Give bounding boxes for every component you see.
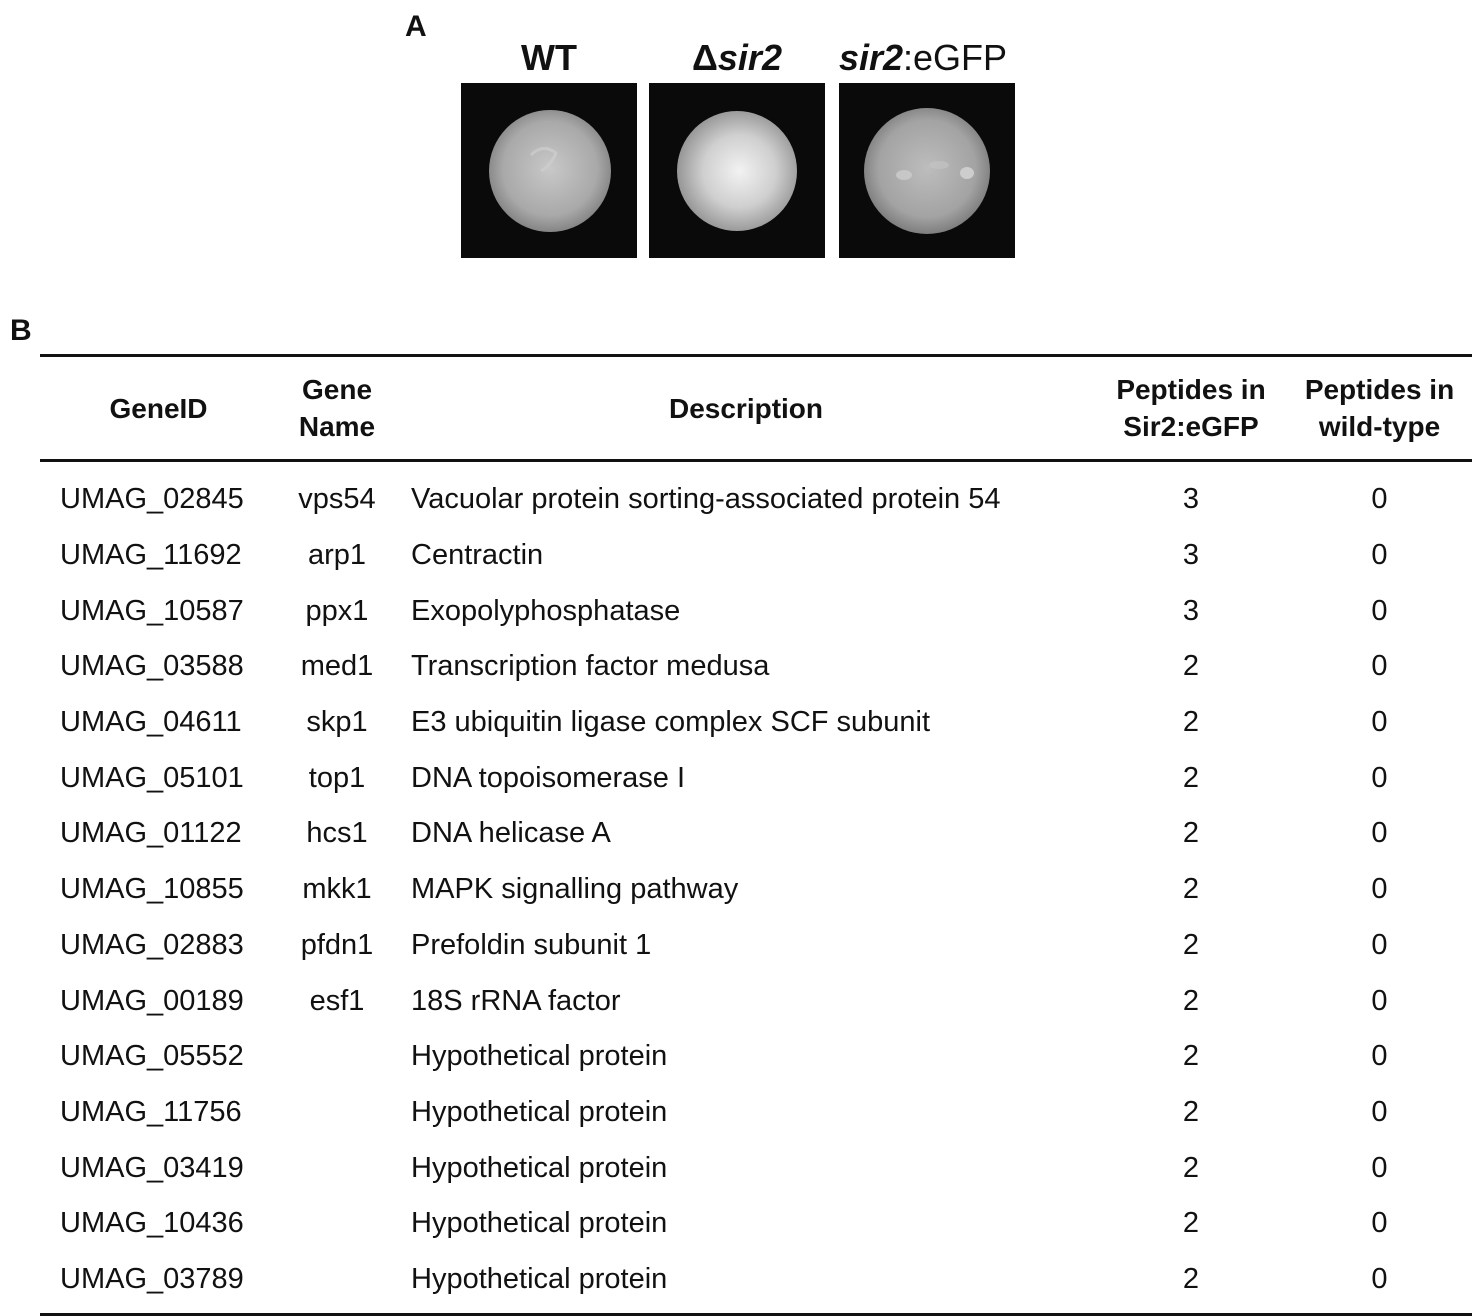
cell-peptides-wt: 0 [1371, 594, 1388, 627]
cell-gene-name: skp1 [306, 706, 368, 739]
cell-peptides-sir2: 3 [1182, 539, 1200, 572]
cell-gene-id: UMAG_01122 [60, 817, 242, 850]
cell-peptides-sir2: 2 [1182, 1262, 1200, 1295]
cell-peptides-wt: 0 [1371, 817, 1388, 850]
cell-gene-id: UMAG_04611 [60, 706, 242, 739]
cell-peptides-sir2: 2 [1182, 761, 1200, 794]
header-gene-name-line2: Name [298, 411, 376, 442]
table-row [40, 918, 1472, 974]
cell-gene-id: UMAG_10436 [60, 1207, 244, 1240]
peptide-table-container [40, 354, 1472, 1316]
cell-gene-id: UMAG_05101 [60, 761, 244, 794]
cell-peptides-sir2: 2 [1182, 650, 1200, 683]
header-peptides-wt [1287, 356, 1472, 461]
cell-description: MAPK signalling pathway [411, 873, 739, 906]
cell-description: Hypothetical protein [411, 1095, 668, 1128]
cell-description: Hypothetical protein [411, 1151, 668, 1184]
colony-image-sir2-egfp [839, 83, 1015, 258]
cell-gene-id: UMAG_03588 [60, 650, 244, 683]
table-row [40, 750, 1472, 806]
strain-dsir2-delta: Δ [692, 37, 718, 78]
table-row [40, 695, 1472, 751]
table-row [40, 1029, 1472, 1085]
cell-gene-id: UMAG_10855 [60, 873, 244, 906]
cell-peptides-wt: 0 [1371, 1095, 1388, 1128]
cell-peptides-wt: 0 [1371, 650, 1388, 683]
header-gene-name [277, 356, 397, 461]
cell-gene-name: pfdn1 [300, 928, 374, 961]
header-description: Description [668, 392, 824, 424]
cell-gene-id: UMAG_02845 [60, 483, 244, 516]
cell-gene-name: ppx1 [305, 594, 369, 627]
cell-description: 18S rRNA factor [411, 984, 621, 1017]
cell-peptides-sir2: 3 [1182, 594, 1200, 627]
cell-gene-name [277, 1140, 397, 1196]
cell-peptides-sir2: 2 [1182, 928, 1200, 961]
header-peptides-sir2 [1095, 356, 1287, 461]
table-row [40, 973, 1472, 1029]
table-row [40, 1140, 1472, 1196]
table-row [40, 862, 1472, 918]
header-gene-id: GeneID [109, 392, 208, 424]
cell-peptides-wt: 0 [1371, 1040, 1388, 1073]
cell-peptides-sir2: 2 [1182, 1207, 1200, 1240]
cell-gene-id: UMAG_05552 [60, 1040, 244, 1073]
strain-label-sir2-egfp [818, 38, 1028, 78]
cell-gene-id: UMAG_02883 [60, 928, 244, 961]
strain-gfp-gene: sir2 [838, 37, 904, 78]
cell-peptides-sir2: 2 [1182, 1095, 1200, 1128]
cell-gene-name: vps54 [298, 483, 376, 516]
cell-description: DNA helicase A [411, 817, 611, 850]
table-row [40, 806, 1472, 862]
strain-gfp-tag: :eGFP [903, 37, 1008, 78]
cell-description: Hypothetical protein [411, 1262, 668, 1295]
cell-gene-name [277, 1196, 397, 1252]
cell-gene-name [277, 1085, 397, 1141]
cell-description: E3 ubiquitin ligase complex SCF subunit [411, 706, 931, 739]
cell-description: Exopolyphosphatase [411, 594, 681, 627]
cell-peptides-wt: 0 [1371, 483, 1388, 516]
cell-peptides-wt: 0 [1371, 928, 1388, 961]
strain-label-wt [461, 38, 637, 78]
cell-gene-id: UMAG_11756 [60, 1095, 242, 1128]
table-row [40, 528, 1472, 584]
cell-gene-name: hcs1 [306, 817, 368, 850]
cell-peptides-sir2: 3 [1182, 483, 1200, 516]
strain-wt-text: WT [521, 37, 577, 78]
cell-gene-name: top1 [308, 761, 366, 794]
cell-description: Prefoldin subunit 1 [411, 928, 652, 961]
cell-gene-name: arp1 [307, 539, 367, 572]
header-wt-line1: Peptides in [1304, 374, 1455, 405]
header-sir2-line2: Sir2:eGFP [1123, 411, 1259, 442]
cell-peptides-sir2: 2 [1182, 984, 1200, 1017]
header-wt-line2: wild-type [1318, 411, 1441, 442]
cell-peptides-sir2: 2 [1182, 873, 1200, 906]
table-row [40, 461, 1472, 528]
table-row [40, 639, 1472, 695]
header-gene-name-line1: Gene [301, 374, 373, 405]
cell-peptides-wt: 0 [1371, 873, 1388, 906]
colony-image-wt [461, 83, 637, 258]
cell-peptides-sir2: 2 [1182, 817, 1200, 850]
header-sir2-line1: Peptides in [1116, 374, 1266, 405]
cell-gene-id: UMAG_03789 [60, 1262, 244, 1295]
colony-image-delta-sir2 [649, 83, 825, 258]
cell-gene-id: UMAG_10587 [60, 594, 244, 627]
strain-dsir2-gene: sir2 [717, 37, 782, 78]
strain-label-delta-sir2 [649, 38, 825, 78]
cell-peptides-wt: 0 [1371, 761, 1388, 794]
cell-peptides-wt: 0 [1371, 1262, 1388, 1295]
table-row [40, 1085, 1472, 1141]
cell-description: Vacuolar protein sorting-associated protein 54 [411, 483, 1001, 516]
cell-gene-name [277, 1252, 397, 1315]
panel-b-label: B [10, 314, 32, 347]
cell-description: Centractin [411, 539, 544, 572]
panel-a-label: A [405, 10, 427, 43]
table-row [40, 1252, 1472, 1315]
cell-gene-name: med1 [300, 650, 374, 683]
cell-description: Transcription factor medusa [411, 650, 770, 683]
cell-peptides-sir2: 2 [1182, 1040, 1200, 1073]
cell-gene-name: mkk1 [302, 873, 372, 906]
cell-description: Hypothetical protein [411, 1207, 668, 1240]
peptide-table [40, 354, 1472, 1316]
cell-description: DNA topoisomerase I [411, 761, 686, 794]
table-header-row [40, 356, 1472, 461]
cell-peptides-sir2: 2 [1182, 706, 1200, 739]
table-row [40, 583, 1472, 639]
table-row [40, 1196, 1472, 1252]
cell-peptides-wt: 0 [1371, 1207, 1388, 1240]
cell-peptides-sir2: 2 [1182, 1151, 1200, 1184]
cell-peptides-wt: 0 [1371, 1151, 1388, 1184]
cell-peptides-wt: 0 [1371, 984, 1388, 1017]
cell-peptides-wt: 0 [1371, 539, 1388, 572]
cell-gene-name: esf1 [309, 984, 365, 1017]
cell-gene-id: UMAG_00189 [60, 984, 244, 1017]
cell-description: Hypothetical protein [411, 1040, 668, 1073]
cell-gene-name [277, 1029, 397, 1085]
cell-gene-id: UMAG_11692 [60, 539, 242, 572]
cell-gene-id: UMAG_03419 [60, 1151, 244, 1184]
cell-peptides-wt: 0 [1371, 706, 1388, 739]
